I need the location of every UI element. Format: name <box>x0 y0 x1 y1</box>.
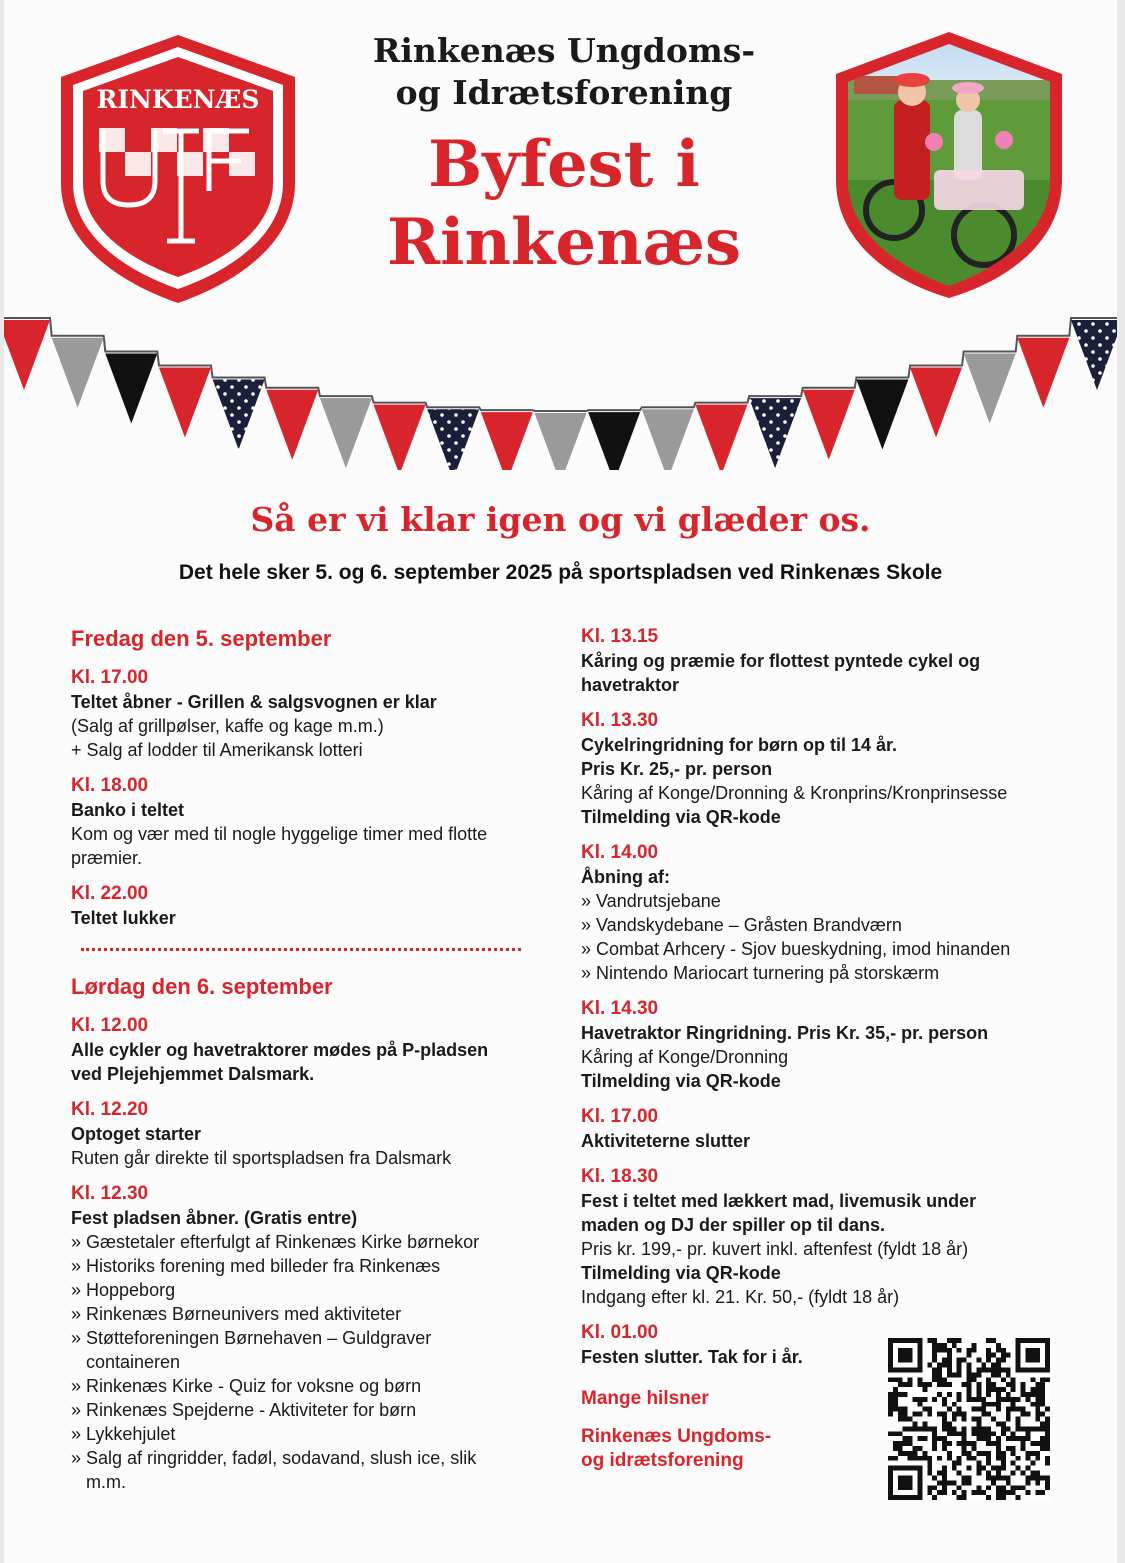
bunting-flag <box>427 409 479 470</box>
schedule-line: » Gæstetaler efterfulgt af Rinkenæs Kirke børnekor <box>71 1232 480 1252</box>
schedule-line: Teltet lukker <box>71 908 176 928</box>
schedule-time: Kl. 13.15 <box>581 626 659 647</box>
bunting-flag <box>159 367 211 437</box>
schedule-line: Teltet åbner - Grillen & salgsvognen er klar <box>71 692 437 712</box>
schedule-line: Alle cykler og havetraktorer mødes på P-pladsen <box>71 1040 489 1060</box>
schedule-line: containeren <box>71 1352 181 1372</box>
bunting-flag <box>1017 338 1069 408</box>
schedule-time: Kl. 12.30 <box>71 1183 149 1204</box>
schedule-time: Kl. 17.00 <box>71 667 149 688</box>
schedule-line: » Lykkehjulet <box>71 1424 176 1444</box>
logo-text: RINKENÆS <box>96 85 260 114</box>
greeting: Mange hilsner <box>581 1388 709 1409</box>
schedule-line: ved Plejehjemmet Dalsmark. <box>71 1064 315 1084</box>
schedule-time: Kl. 13.30 <box>581 710 659 731</box>
uif-logo <box>59 33 297 305</box>
schedule-line: Ruten går direkte til sportspladsen fra Dalsmark <box>71 1148 452 1168</box>
event-dateline: Det hele sker 5. og 6. september 2025 på sportspladsen ved Rinkenæs Skole <box>178 561 943 584</box>
bunting-flag <box>213 380 265 450</box>
schedule-time: Kl. 12.20 <box>71 1099 149 1120</box>
schedule-line: » Støtteforeningen Børnehaven – Guldgraver <box>71 1328 432 1348</box>
schedule-line: » Salg af ringridder, fadøl, sodavand, slush ice, slik <box>71 1448 477 1468</box>
schedule-line: Kåring af Konge/Dronning & Kronprins/Kronprinsesse <box>581 783 1008 803</box>
schedule-time: Kl. 14.00 <box>581 842 659 863</box>
qr-code-icon[interactable] <box>887 1338 1051 1500</box>
bunting-flag <box>374 405 426 470</box>
schedule-time: Kl. 14.30 <box>581 998 659 1019</box>
bunting-flag <box>642 409 694 470</box>
schedule-item <box>71 1182 571 1494</box>
schedule-line: » Hoppeborg <box>71 1280 176 1300</box>
schedule-line: » Nintendo Mariocart turnering på storskærm <box>581 963 940 983</box>
bunting-flag <box>910 367 962 437</box>
schedule-item <box>581 997 1101 1093</box>
signature-line1: Rinkenæs Ungdoms- <box>581 1426 772 1447</box>
schedule-item <box>581 1105 1101 1153</box>
schedule-line: havetraktor <box>581 675 680 695</box>
bunting-flag <box>320 398 372 468</box>
schedule-item <box>581 1165 1101 1309</box>
schedule-line: Cykelringridning for børn op til 14 år. <box>581 735 898 755</box>
schedule-item <box>71 774 571 870</box>
schedule-time: Kl. 01.00 <box>581 1322 659 1343</box>
bunting-flag <box>481 412 533 470</box>
event-title-line2: Rinkenæs <box>386 205 742 280</box>
schedule-line: » Rinkenæs Spejderne - Aktiviteter for børn <box>71 1400 417 1420</box>
bunting-flag <box>588 412 640 470</box>
poster <box>4 0 1117 1563</box>
schedule-line: Tilmelding via QR-kode <box>581 1263 781 1283</box>
schedule-line: » Combat Arhcery - Sjov bueskydning, imod hinanden <box>581 939 1011 959</box>
children-with-decorated-bikes-photo <box>834 30 1064 300</box>
schedule-line: (Salg af grillpølser, kaffe og kage m.m.) <box>71 716 384 736</box>
schedule-time: Kl. 22.00 <box>71 883 149 904</box>
friday-schedule <box>71 666 571 930</box>
schedule-line: Fest i teltet med lækkert mad, livemusik under <box>581 1191 977 1211</box>
bunting-flag <box>535 413 587 470</box>
schedule-line: Fest pladsen åbner. (Gratis entre) <box>71 1208 358 1228</box>
schedule-line: Indgang efter kl. 21. Kr. 50,- (fyldt 18 år) <box>581 1287 900 1307</box>
schedule-line: Optoget starter <box>71 1124 202 1144</box>
program-left-column <box>71 625 571 1506</box>
schedule-line: Pris kr. 199,- pr. kuvert inkl. aftenfest (fyldt 18 år) <box>581 1239 969 1259</box>
schedule-line: Kåring og præmie for flottest pyntede cykel og <box>581 651 981 671</box>
schedule-line: Tilmelding via QR-kode <box>581 1071 781 1091</box>
bunting-flag <box>856 380 908 450</box>
bunting-flag <box>695 405 747 470</box>
bunting-flag <box>803 390 855 460</box>
schedule-line: » Vandskydebane – Gråsten Brandværn <box>581 915 902 935</box>
schedule-line: Tilmelding via QR-kode <box>581 807 781 827</box>
bunting-flag <box>964 354 1016 424</box>
bunting-decoration <box>4 285 1117 470</box>
schedule-item <box>71 1098 571 1170</box>
schedule-item <box>581 625 1101 697</box>
schedule-line: » Historiks forening med billeder fra Rinkenæs <box>71 1256 441 1276</box>
schedule-time: Kl. 18.30 <box>581 1166 659 1187</box>
schedule-line: » Rinkenæs Børneunivers med aktiviteter <box>71 1304 402 1324</box>
schedule-line: + Salg af lodder til Amerikansk lotteri <box>71 740 363 760</box>
schedule-line: Åbning af: <box>581 867 670 887</box>
saturday-heading: Lørdag den 6. september <box>71 974 333 999</box>
bunting-flag <box>105 354 157 424</box>
schedule-item <box>71 1014 571 1086</box>
schedule-time: Kl. 12.00 <box>71 1015 149 1036</box>
tagline: Så er vi klar igen og vi glæder os. <box>250 500 871 539</box>
org-name-line2: og Idrætsforening <box>395 73 733 112</box>
schedule-item <box>581 841 1101 985</box>
schedule-item <box>71 666 571 762</box>
saturday-afternoon-schedule <box>581 625 1101 1369</box>
schedule-line: Festen slutter. Tak for i år. <box>581 1347 803 1367</box>
schedule-line: » Vandrutsjebane <box>581 891 721 911</box>
title-block <box>304 30 824 282</box>
schedule-time: Kl. 18.00 <box>71 775 149 796</box>
schedule-line: Kåring af Konge/Dronning <box>581 1047 789 1067</box>
schedule-line: Banko i teltet <box>71 800 185 820</box>
dotted-separator <box>81 948 521 951</box>
schedule-item <box>581 709 1101 829</box>
org-name-line1: Rinkenæs Ungdoms- <box>372 31 756 70</box>
schedule-line: præmier. <box>71 848 143 868</box>
schedule-line: maden og DJ der spiller op til dans. <box>581 1215 886 1235</box>
schedule-line: Aktiviteterne slutter <box>581 1131 751 1151</box>
bunting-flag <box>4 320 50 390</box>
schedule-line: Kom og vær med til nogle hyggelige timer med flotte <box>71 824 488 844</box>
friday-heading: Fredag den 5. september <box>71 626 332 651</box>
schedule-time: Kl. 17.00 <box>581 1106 659 1127</box>
signature-line2: og idrætsforening <box>581 1450 744 1471</box>
schedule-line: Pris Kr. 25,- pr. person <box>581 759 773 779</box>
saturday-schedule <box>71 1014 571 1494</box>
schedule-item <box>71 882 571 930</box>
bunting-flag <box>266 390 318 460</box>
schedule-line: » Rinkenæs Kirke - Quiz for voksne og børn <box>71 1376 422 1396</box>
bunting-flag <box>1071 320 1117 390</box>
schedule-line: Havetraktor Ringridning. Pris Kr. 35,- pr. person <box>581 1023 989 1043</box>
schedule-line: m.m. <box>71 1472 126 1492</box>
event-title-line1: Byfest i <box>428 127 700 202</box>
bunting-flag <box>52 338 104 408</box>
bunting-flag <box>749 398 801 468</box>
